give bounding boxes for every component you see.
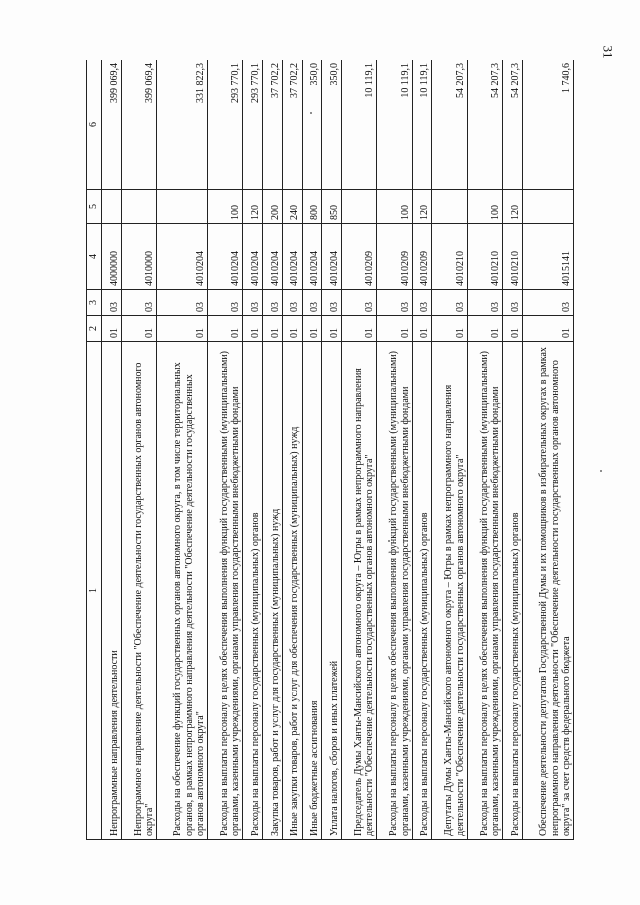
budget-table [86,60,574,840]
cell-section: 01 [467,316,502,342]
column-header: 6 [87,60,102,190]
table-row [467,60,502,840]
cell-subsection: 03 [208,290,243,316]
cell-section: 01 [102,316,122,342]
cell-target-article: 4010204 [243,224,263,290]
cell-amount: 10 119,1 [377,60,412,190]
cell-name: Расходы на выплаты персоналу в целях обеспечения выполнения функций государственными (муниципальными) органами, казенными учреждениями, органами управления государственными внебюджетными фондами [377,342,412,840]
cell-section: 01 [243,316,263,342]
cell-subsection: 03 [467,290,502,316]
table-row [503,60,523,840]
cell-name: Обеспечение деятельности депутатов Государственной Думы и их помощников в избирательных округах в рамках непрограммного направления деятельности "Обеспечение деятельности государственных органов автономного округа" за счет средств федерального бюджета [522,342,573,840]
column-header: 2 [87,316,102,342]
cell-section: 01 [432,316,467,342]
column-header: 1 [87,342,102,840]
table-row [121,60,156,840]
cell-section: 01 [522,316,573,342]
cell-name: Расходы на выплаты персоналу в целях обеспечения выполнения функций государственными (муниципальными) органами, казенными учреждениями, органами управления государственными внебюджетными фондами [208,342,243,840]
cell-target-article: 4010210 [432,224,467,290]
cell-name: Депутаты Думы Ханты-Мансийского автономного округа – Югры в рамках непрограммного направления деятельности "Обеспечение деятельности государственных органов автономного округа" [432,342,467,840]
cell-section: 01 [412,316,432,342]
table-row [412,60,432,840]
page-number: 31 [600,45,616,59]
cell-subsection: 03 [243,290,263,316]
cell-section: 01 [157,316,208,342]
cell-target-article: 4010209 [342,224,377,290]
table-row [102,60,122,840]
cell-amount: 10 119,1 [412,60,432,190]
cell-section: 01 [208,316,243,342]
cell-name: Расходы на обеспечение функций государственных органов автономного округа, в том числе территориальных органов, в рамках непрограммного направления деятельности "Обеспечение деятельности государственных органов автономного округа" [157,342,208,840]
table-row [302,60,322,840]
cell-target-article: 4010210 [467,224,502,290]
scan-speck [600,470,602,472]
cell-target-article: 4010000 [121,224,156,290]
cell-subsection: 03 [522,290,573,316]
table-row [322,60,342,840]
cell-subsection: 03 [432,290,467,316]
cell-subsection: 03 [102,290,122,316]
cell-section: 01 [282,316,302,342]
cell-amount: 54 207,3 [432,60,467,190]
cell-expense-type: 800 [302,190,322,224]
cell-amount: 54 207,3 [467,60,502,190]
cell-amount: 10 119,1 [342,60,377,190]
cell-name: Уплата налогов, сборов и иных платежей [322,342,342,840]
cell-expense-type [121,190,156,224]
cell-section: 01 [263,316,283,342]
column-header: 4 [87,224,102,290]
cell-expense-type [157,190,208,224]
column-header: 5 [87,190,102,224]
cell-amount: 293 770,1 [208,60,243,190]
cell-section: 01 [503,316,523,342]
cell-target-article: 4010204 [322,224,342,290]
cell-name: Расходы на выплаты персоналу государственных (муниципальных) органов [503,342,523,840]
cell-expense-type: 100 [467,190,502,224]
cell-target-article: 4010204 [157,224,208,290]
budget-table-rotated [86,60,574,840]
cell-subsection: 03 [377,290,412,316]
cell-name: Расходы на выплаты персоналу государственных (муниципальных) органов [243,342,263,840]
cell-section: 01 [377,316,412,342]
cell-expense-type: 100 [208,190,243,224]
cell-section: 01 [302,316,322,342]
cell-amount: 399 069,4 [102,60,122,190]
cell-expense-type [102,190,122,224]
cell-amount: 399 069,4 [121,60,156,190]
budget-table-region [86,60,574,840]
cell-name: Председатель Думы Ханты-Мансийского автономного округа – Югры в рамках непрограммного направления деятельности "Обеспечение деятельности государственных органов автономного округа" [342,342,377,840]
cell-name: Иные бюджетные ассигнования [302,342,322,840]
table-row [342,60,377,840]
cell-amount: 293 770,1 [243,60,263,190]
cell-subsection: 03 [121,290,156,316]
cell-amount: 37 702,2 [282,60,302,190]
cell-expense-type: 120 [243,190,263,224]
cell-subsection: 03 [342,290,377,316]
table-row [522,60,573,840]
cell-amount: 350,0 [302,60,322,190]
cell-name: Закупка товаров, работ и услуг для государственных (муниципальных) нужд [263,342,283,840]
table-row [243,60,263,840]
cell-subsection: 03 [263,290,283,316]
cell-target-article: 4000000 [102,224,122,290]
table-row [263,60,283,840]
column-header: 3 [87,290,102,316]
cell-name: Непрограммные направления деятельности [102,342,122,840]
cell-target-article: 4010210 [503,224,523,290]
cell-amount: 1 740,6 [522,60,573,190]
cell-expense-type: 240 [282,190,302,224]
cell-target-article: 4010204 [282,224,302,290]
cell-expense-type [432,190,467,224]
cell-amount: 331 822,3 [157,60,208,190]
table-row [282,60,302,840]
cell-expense-type [342,190,377,224]
cell-subsection: 03 [282,290,302,316]
cell-expense-type: 850 [322,190,342,224]
cell-target-article: 4010209 [412,224,432,290]
table-header-row [87,60,102,840]
cell-target-article: 4010204 [263,224,283,290]
cell-section: 01 [121,316,156,342]
table-row [432,60,467,840]
cell-expense-type: 120 [412,190,432,224]
cell-target-article: 4010204 [208,224,243,290]
cell-name: Расходы на выплаты персоналу в целях обеспечения выполнения функций государственными (муниципальными) органами, казенными учреждениями, органами управления государственными внебюджетными фондами [467,342,502,840]
cell-name: Непрограммное направление деятельности "Обеспечение деятельности государственных органов автономного округа" [121,342,156,840]
cell-expense-type: 200 [263,190,283,224]
cell-expense-type: 120 [503,190,523,224]
cell-name: Расходы на выплаты персоналу государственных (муниципальных) органов [412,342,432,840]
cell-subsection: 03 [322,290,342,316]
cell-section: 01 [342,316,377,342]
cell-amount: 54 207,3 [503,60,523,190]
cell-target-article: 4010204 [302,224,322,290]
table-row [377,60,412,840]
cell-amount: 37 702,2 [263,60,283,190]
cell-amount: 350,0 [322,60,342,190]
cell-subsection: 03 [503,290,523,316]
cell-section: 01 [322,316,342,342]
cell-target-article: 4015141 [522,224,573,290]
cell-subsection: 03 [302,290,322,316]
cell-expense-type [522,190,573,224]
cell-expense-type: 100 [377,190,412,224]
cell-subsection: 03 [412,290,432,316]
cell-name: Иные закупки товаров, работ и услуг для обеспечения государственных (муниципальных) нужд [282,342,302,840]
cell-subsection: 03 [157,290,208,316]
cell-target-article: 4010209 [377,224,412,290]
table-row [208,60,243,840]
table-row [157,60,208,840]
